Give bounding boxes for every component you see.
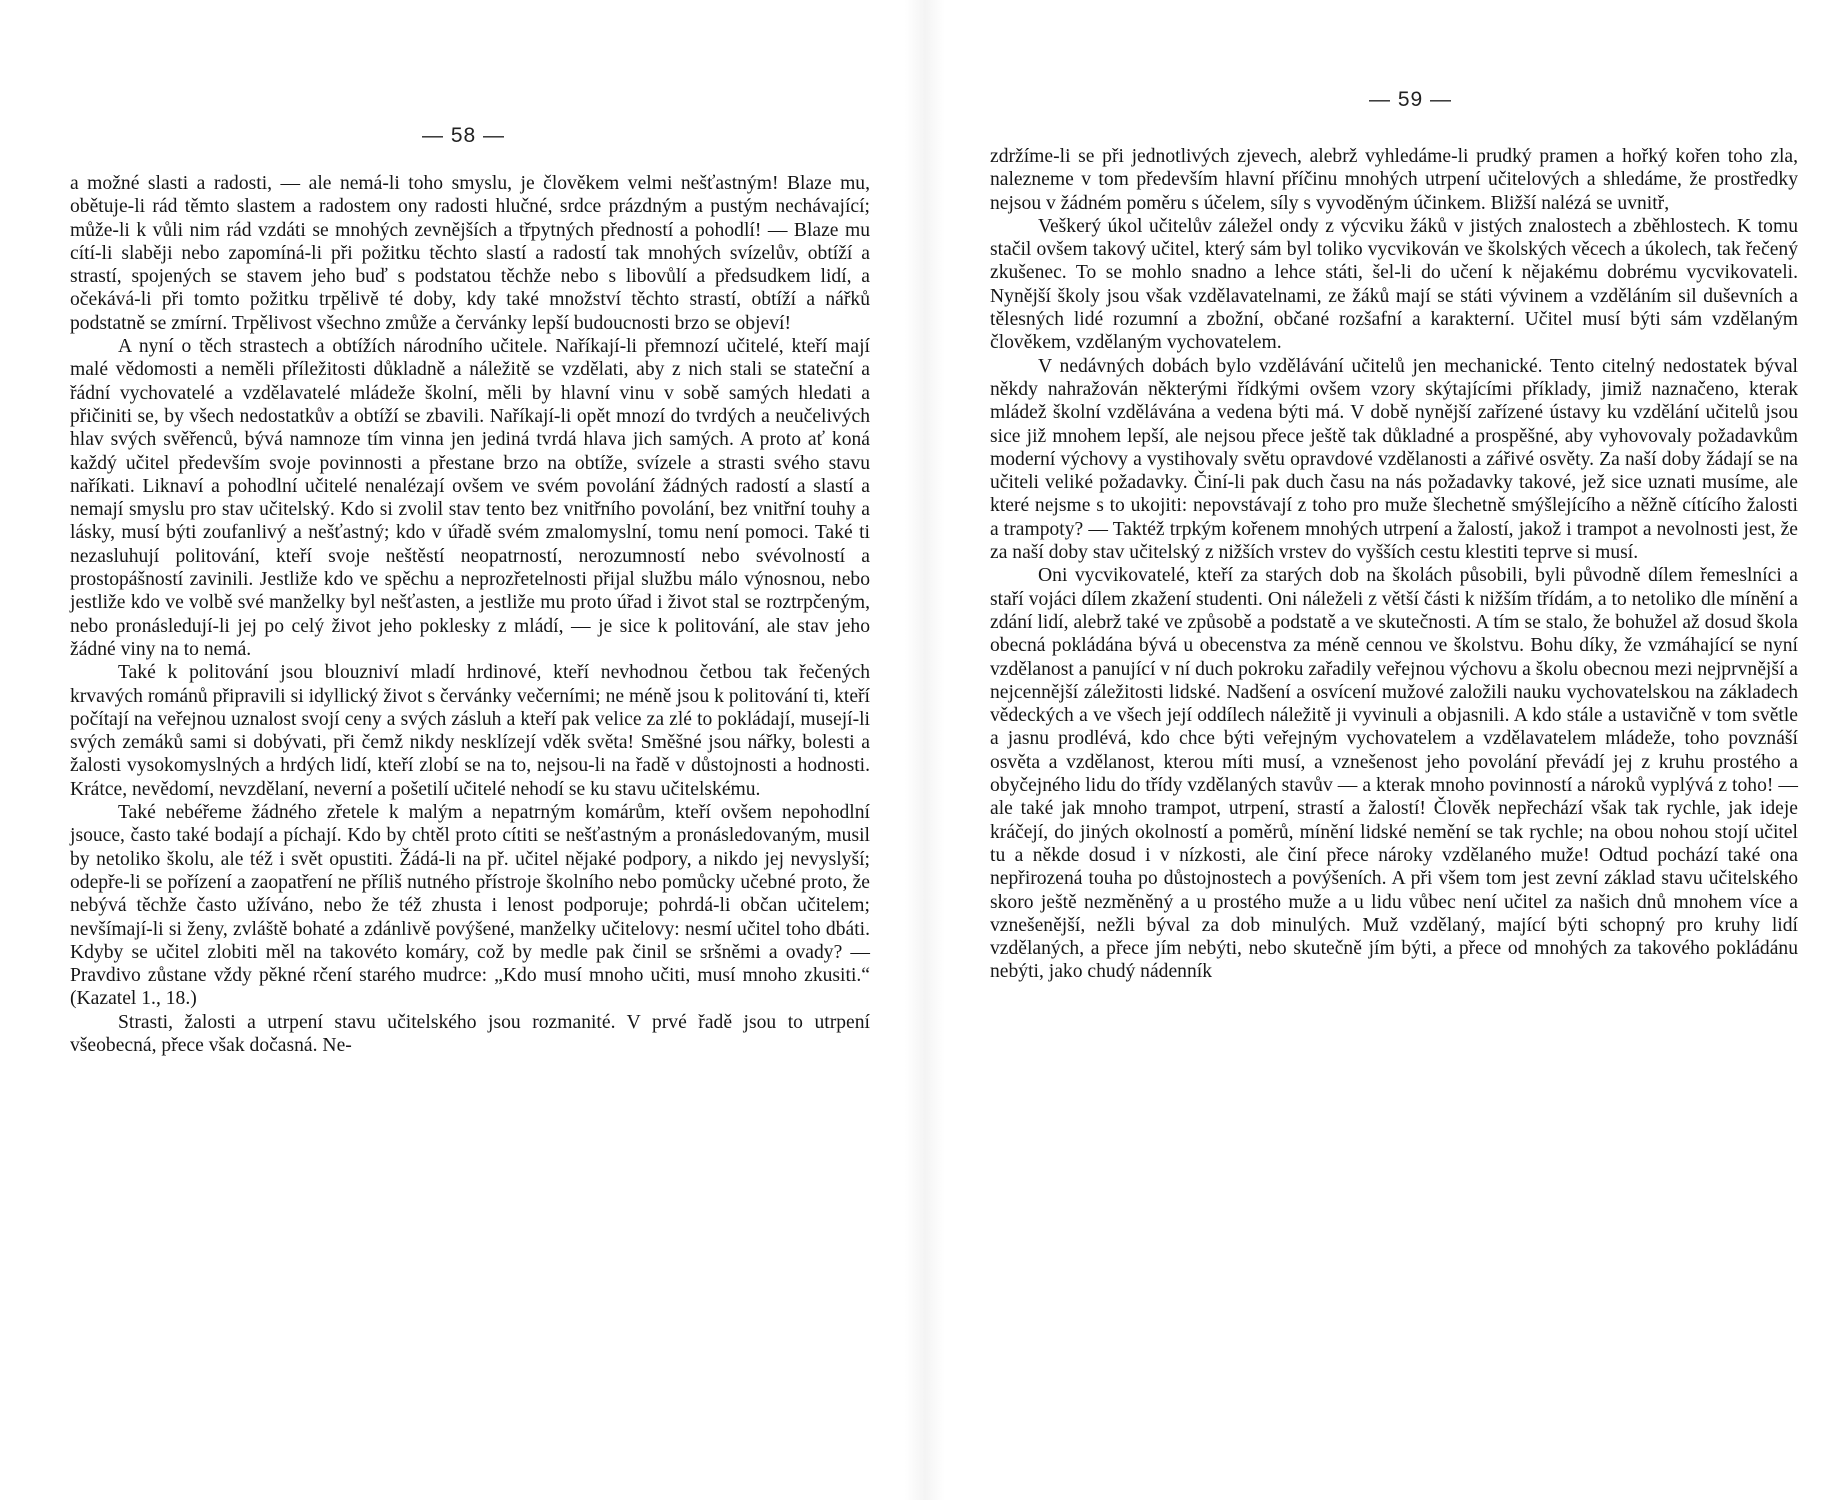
- paragraph: Veškerý úkol učitelův záležel ondy z výcviku žáků v jistých znalostech a zběhlostech. K tomu stačil ovšem takový učitel, který sám byl toliko vycvikován ve školských věcech a úkolech, tak řečený zkušenec. To se mohlo snadno a lehce státi, šel-li do učení k nějakému dobrému vycvikovateli. Nynější školy jsou však vzdělavatelnami, ze žáků mají se státi vývinem a vzděláním sil duševních a tělesných lidé rozumní a zbožní, občané rozšafní a karakterní. Učitel musí býti sám vzdělaným člověkem, vzdělaným vychovatelem.: [990, 215, 1798, 354]
- book-gutter: [905, 0, 945, 1500]
- page-number: — 58 —: [422, 124, 506, 147]
- paragraph: Také k politování jsou blouzniví mladí hrdinové, kteří nevhodnou četbou tak řečených krvavých románů připravili si idyllický život s červánky večerními; ne méně jsou k politování ti, kteří počítají na veřejnou uznalost svojí ceny a svých zásluh a kteří pak velice za zlé to pokládají, musejí-li svých zemáků sami si dobývati, při čemž nikdy nesklízejí vděk světa! Směšné jsou nářky, bolesti a žalosti vysokomyslných a hrdých lidí, kteří zlobí se na to, nejsou-li na řadě v důstojnosti a hodnosti. Krátce, nevědomí, nevzdělaní, neverní a pošetilí učitelé nehodí se ku stavu učitelskému.: [70, 662, 870, 800]
- page-text: [70, 172, 870, 1057]
- paragraph: zdržíme-li se při jednotlivých zjevech, alebrž vyhledáme-li prudký pramen a hořký kořen toho zla, nalezneme v tom především hlavní příčinu mnohých utrpení učitelových a shledáme, že prostředky nejsou v žádném poměru s účelem, síly s vyvoděným účinkem. Bližší nalézá se uvnitř,: [990, 146, 1798, 214]
- paragraph: a možné slasti a radosti, — ale nemá-li toho smyslu, je člověkem velmi nešťastným! Blaze mu, obětuje-li rád těmto slastem a radostem ony radosti hlučné, srdce prázdným a pustým nechávající; může-li k vůli nim rád vzdáti se mnohých zevnějších a třpytných předností a pohodlí! — Blaze mu cítí-li slaběji nebo zapomíná-li při požitku těchto slastí a radostí tak mnohých svízelův, obtíží a strastí, spojených se stavem jeho buď s podstatou těchže nebo s libovůlí a předsudkem lidí, a očekává-li při tomto požitku trpělivě té doby, kdy také množství těchto strastí, obtíží a nářků podstatně se zmírní. Trpělivost všechno zmůže a červánky lepší budoucnosti brzo se objeví!: [70, 173, 870, 334]
- paragraph: A nyní o těch strastech a obtížích národního učitele. Naříkají-li přemnozí učitelé, kteří mají malé vědomosti a neměli příležitosti důkladně a náležitě se vzdělati, aby z nich stali se stateční a řádní vychovatelé a vzdělavatelé mládeže školní, měli by hlavní vinu v sobě samých hledati a přičiniti se, by všech nedostatkův a obtíží se zbavili. Naříkají-li opět mnozí do tvrdých a neučelivých hlav svých svěřenců, bývá namnoze tím vinna jen jediná tvrdá hlava jich samých. A proto ať koná každý učitel především svoje povinnosti a přestane brzo na obtíže, svízele a strasti svého stavu naříkati. Liknaví a pohodlní učitelé nenalézají ovšem ve svém povolání žádných radostí a slastí a nemají smyslu pro stav učitelský. Kdo si zvolil stav tento bez vnitřního povolání, bez vnitřní touhy a lásky, musí býti zoufanlivý a nešťastný; kdo v úřadě svém zmalomyslní, tomu není pomoci. Také ti nezasluhují politování, kteří svoje neštěstí neopatrností, nerozumností nebo svévolností a prostopášností zavinili. Jestliže kdo ve spěchu a neprozřetelnosti přijal službu málo výnosnou, nebo jestliže kdo ve volbě své manželky byl nešťasten, a jestliže mu proto úřad i život stal se roztrpčeným, nebo pronásledují-li jej po celý život jeho pokleskу z mládí, — je sice k politování, ale stav jeho žádné viny na to nemá.: [70, 336, 870, 660]
- paragraph: V nedávných dobách bylo vzdělávání učitelů jen mechanické. Tento citelný nedostatek býval někdy nahražován některými řídkými ovšem vzory skýtajícími příklady, jimiž naznačeno, kterak mládež školní vzdělávána a vedena býti má. V době nynější zařízené ústavy ku vzdělání učitelů jsou sice již mnohem lepší, ale nejsou přece ještě tak důkladné a prospěšné, aby vyhovovaly požadavkům moderní výchovy a vystihovaly světu opravdové vzdělanosti a zářivé osvěty. Za naší doby žádají se na učiteli veliké požadavky. Činí-li pak duch času na nás požadavky takové, jež sice uznati musíme, ale které nejsme s to ukojiti: nepovstávají z toho pro muže šlechetně smýšlejícího a něžně cítícího žalosti a trampoty? — Taktéž trpkým kořenem mnohých utrpení a žalostí, jakož i trampot a nevolnosti jest, že za naší doby stav učitelský z nižších vrstev do vyšších cestu klestiti teprve si musí.: [990, 355, 1798, 564]
- paragraph: Strasti, žalosti a utrpení stavu učitelského jsou rozmanité. V prvé řadě jsou to utrpení všeobecná, přece však dočasná. Ne-: [70, 1011, 870, 1056]
- page-text: [990, 145, 1798, 984]
- paragraph: Také nebéřeme žádného zřetele k malým a nepatrným komárům, kteří ovšem nepohodlní jsouce, často také bodají a píchají. Kdo by chtěl proto cítiti se nešťastným a pronásledovaným, musil by netoliko školu, ale též i svět opustiti. Žádá-li na př. učitel nějaké podpory, a nikdo jej nevyslyší; odepře-li se pořízení a zaopatření ne příliš nutného přístroje školního nebo pomůcky učebné proto, že nebývá těchže často užíváno, nebo že též zhusta i lenost podporuje; pohrdá-li občan učitelem; nevšímají-li si ženy, zvláště bohaté a zdánlivě povýšené, manželky učitelovy: nesmí učitel toho dbáti. Kdyby se učitel zlobiti měl na takovéto komáry, což by medle pak činil se sršněmi a ovady? — Pravdivo zůstane vždy pěkné rčení starého mudrce: „Kdo musí mnoho učiti, musí mnoho zkusiti.“ (Kazatel 1., 18.): [70, 802, 870, 1010]
- paragraph: Oni vycvikovatelé, kteří za starých dob na školách působili, byli původně dílem řemeslníci a staří vojáci dílem zkažení studenti. Oni náleželi z větší části k nižším třídám, a to netoliko dle mínění a zdání lidí, alebrž také ve způsobě a podstatě a ve skutečnosti. A tím se stalo, že bohužel až dosud škola obecná pokládána bývá u obecenstva za méně cennou ve školstvu. Bohu díky, že vzmáhající se nyní vzdělanost a panující v ní duch pokroku zařadily veřejnou výchovu a školu obecnou mezi nejprvnější a nejcennější záležitosti lidské. Nadšení a osvícení mužové založili nauku vychovatelskou na základech vědeckých a ve všech její oddílech náležitě ji vyvinuli a objasnili. A kdo stále a ustavičně v tom světle a jasnu prodlévá, kdo chce býti veřejným vychovatelem a vzdělavatelem mládeže, toho povznáší osvěta a vzdělanost, kterou míti musí, a vznešenost jeho povolání převádí jej z kruhu prostého a obyčejného lidu do třídy vzdělaných stavův — a kterak mnoho povinností a nároků vyplývá z toho! — ale také jak mnoho trampot, utrpení, strastí a žalostí! Člověk nepřechází však tak rychle, jak ideje kráčejí, do jiných okolností a poměrů, mínění lidské nemění se tak rychle; na obou nohou stojí učitel tu a někde dosud i v nízkosti, ale činí přece nároky vzdělaného muže! Odtud pochází také ona nepřirozená touha po důstojnostech a povýšeních. A při všem tom jest zevní základ stavu učitelského skoro ještě nezměněný a u prostého muže a u lidu vůbec není učitel za našich dnů mnohem více a vznešenější, nežli býval za dob minulých. Muž vzdělaný, mající býti schopný pro kruhy lidí vzdělaných, a přece jím nebýti, nebo skutečně jím býti, a přece od mnohých za takového pokládánu nebýti, jako chudý nádenník: [990, 565, 1799, 983]
- page-number: — 59 —: [1369, 88, 1453, 111]
